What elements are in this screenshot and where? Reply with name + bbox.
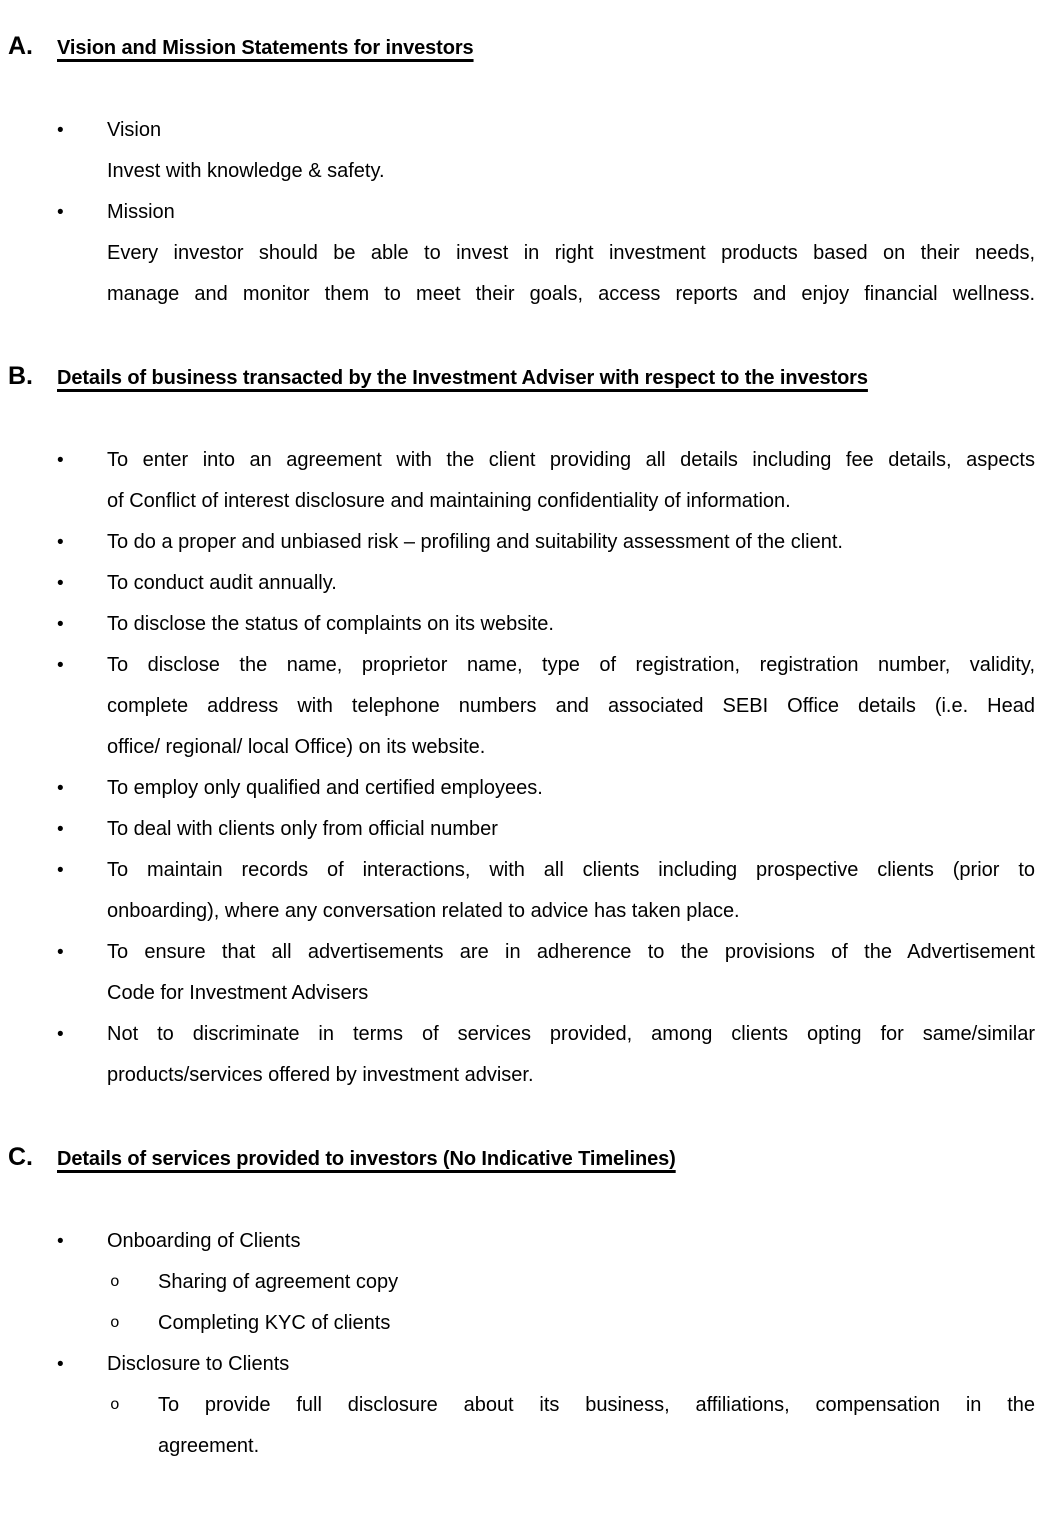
list-item-text bbox=[107, 110, 1035, 192]
list-item-text bbox=[107, 809, 1035, 850]
section-title: Vision and Mission Statements for investors bbox=[57, 37, 474, 59]
list-item bbox=[57, 932, 1035, 1014]
text-line: Not to discriminate in terms of services provided, among clients opting for same/similar bbox=[107, 1023, 1035, 1045]
text-line: Mission bbox=[107, 201, 175, 223]
list-item bbox=[57, 645, 1035, 768]
list-item-text bbox=[158, 1303, 1035, 1344]
text-line: Code for Investment Advisers bbox=[107, 982, 369, 1004]
list-item-text bbox=[158, 1385, 1035, 1467]
text-line: Every investor should be able to invest in right investment products based on their needs, bbox=[107, 242, 1035, 264]
text-line: To employ only qualified and certified employees. bbox=[107, 777, 543, 799]
list-item-text bbox=[107, 768, 1035, 809]
section-title: Details of business transacted by the Investment Adviser with respect to the investors bbox=[57, 367, 868, 389]
text-line: To maintain records of interactions, with all clients including prospective clients (prior to bbox=[107, 859, 1035, 881]
section-letter: C. bbox=[8, 1143, 33, 1171]
list-item bbox=[57, 1221, 1035, 1262]
text-line: To disclose the status of complaints on its website. bbox=[107, 613, 554, 635]
text-line: Vision bbox=[107, 119, 162, 141]
list-item bbox=[57, 440, 1035, 522]
list-item bbox=[57, 192, 1035, 315]
text-line: Sharing of agreement copy bbox=[158, 1271, 399, 1293]
section-items bbox=[8, 1221, 1035, 1467]
bullet-icon: • bbox=[57, 573, 64, 594]
list-item-text bbox=[158, 1262, 1035, 1303]
text-line: Disclosure to Clients bbox=[107, 1353, 290, 1375]
text-line: manage and monitor them to meet their goals, access reports and enjoy financial wellness. bbox=[107, 283, 1035, 305]
circle-bullet-icon: o bbox=[110, 1273, 120, 1291]
text-line: To deal with clients only from official number bbox=[107, 818, 498, 840]
section-c bbox=[8, 1137, 1035, 1467]
list-item bbox=[57, 563, 1035, 604]
document-body bbox=[8, 26, 1035, 1467]
bullet-icon: • bbox=[57, 120, 64, 141]
list-item bbox=[110, 1303, 1035, 1344]
section-letter: B. bbox=[8, 362, 33, 390]
text-line: products/services offered by investment adviser. bbox=[107, 1064, 534, 1086]
section-a bbox=[8, 26, 1035, 315]
section-heading bbox=[8, 26, 1035, 69]
bullet-icon: • bbox=[57, 778, 64, 799]
section-b bbox=[8, 356, 1035, 1096]
text-line: onboarding), where any conversation related to advice has taken place. bbox=[107, 900, 740, 922]
section-heading bbox=[8, 356, 1035, 399]
list-item-text bbox=[107, 1014, 1035, 1096]
section-title: Details of services provided to investors (No Indicative Timelines) bbox=[57, 1148, 676, 1170]
bullet-icon: • bbox=[57, 614, 64, 635]
list-item-text bbox=[107, 1344, 1035, 1385]
list-item bbox=[57, 110, 1035, 192]
bullet-icon: • bbox=[57, 450, 64, 471]
bullet-icon: • bbox=[57, 860, 64, 881]
text-line: To do a proper and unbiased risk – profiling and suitability assessment of the client. bbox=[107, 531, 843, 553]
bullet-icon: • bbox=[57, 202, 64, 223]
text-line: To disclose the name, proprietor name, type of registration, registration number, validity, bbox=[107, 654, 1035, 676]
bullet-icon: • bbox=[57, 1231, 64, 1252]
list-item bbox=[57, 850, 1035, 932]
text-line: Completing KYC of clients bbox=[158, 1312, 391, 1334]
text-line: To conduct audit annually. bbox=[107, 572, 337, 594]
list-item bbox=[110, 1262, 1035, 1303]
list-item-text bbox=[107, 645, 1035, 768]
text-line: To enter into an agreement with the client providing all details including fee details, aspects bbox=[107, 449, 1035, 471]
list-item-text bbox=[107, 932, 1035, 1014]
text-line: of Conflict of interest disclosure and maintaining confidentiality of information. bbox=[107, 490, 791, 512]
list-item bbox=[57, 604, 1035, 645]
list-item-text bbox=[107, 192, 1035, 315]
list-item-text bbox=[107, 1221, 1035, 1262]
section-items bbox=[8, 110, 1035, 315]
bullet-icon: • bbox=[57, 942, 64, 963]
list-item-text bbox=[107, 850, 1035, 932]
bullet-icon: • bbox=[57, 819, 64, 840]
list-item-text bbox=[107, 522, 1035, 563]
list-item-text bbox=[107, 563, 1035, 604]
text-line: agreement. bbox=[158, 1435, 260, 1457]
text-line: office/ regional/ local Office) on its website. bbox=[107, 736, 486, 758]
bullet-icon: • bbox=[57, 1354, 64, 1375]
circle-bullet-icon: o bbox=[110, 1396, 120, 1414]
list-item bbox=[57, 809, 1035, 850]
list-item bbox=[57, 1344, 1035, 1385]
list-item-text bbox=[107, 604, 1035, 645]
list-item bbox=[57, 522, 1035, 563]
list-item bbox=[57, 768, 1035, 809]
section-items bbox=[8, 440, 1035, 1096]
bullet-icon: • bbox=[57, 532, 64, 553]
bullet-icon: • bbox=[57, 1024, 64, 1045]
text-line: To ensure that all advertisements are in adherence to the provisions of the Advertisement bbox=[107, 941, 1035, 963]
bullet-icon: • bbox=[57, 655, 64, 676]
text-line: To provide full disclosure about its business, affiliations, compensation in the bbox=[158, 1394, 1035, 1416]
text-line: Invest with knowledge & safety. bbox=[107, 160, 385, 182]
circle-bullet-icon: o bbox=[110, 1314, 120, 1332]
section-heading bbox=[8, 1137, 1035, 1180]
list-item bbox=[57, 1014, 1035, 1096]
list-item-text bbox=[107, 440, 1035, 522]
section-letter: A. bbox=[8, 32, 33, 60]
text-line: Onboarding of Clients bbox=[107, 1230, 301, 1252]
list-item bbox=[110, 1385, 1035, 1467]
text-line: complete address with telephone numbers and associated SEBI Office details (i.e. Head bbox=[107, 695, 1035, 717]
